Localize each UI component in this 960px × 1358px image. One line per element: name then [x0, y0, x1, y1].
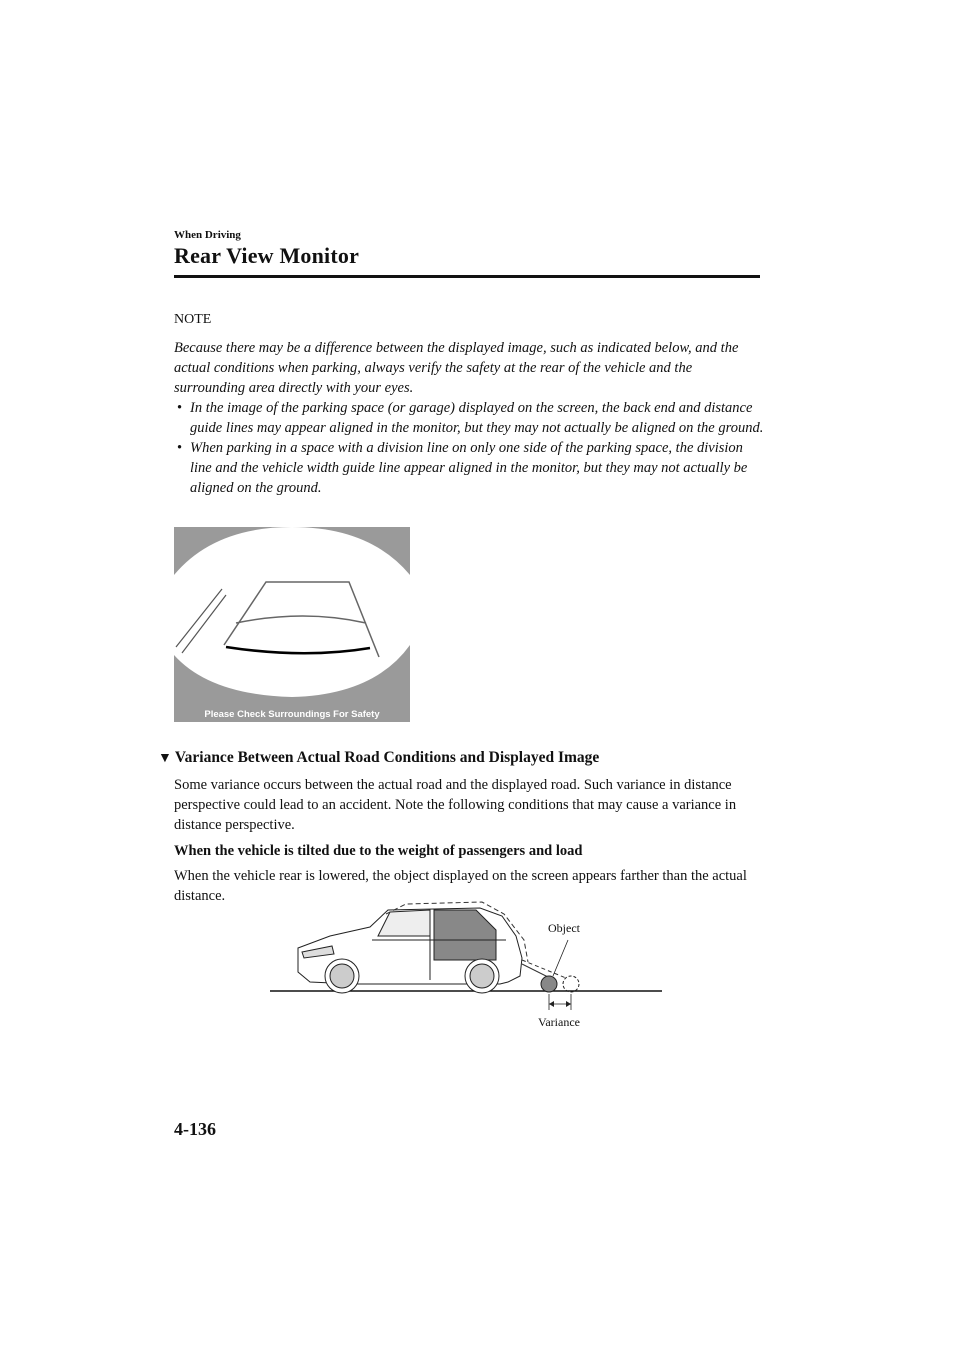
note-heading: NOTE	[174, 312, 212, 327]
object-leader-line	[553, 940, 568, 976]
note-body: Because there may be a difference between the displayed image, such as indicated below, and the actual conditions when parking, always verify the safety at the rear of the vehicle and the surrounding area directly with your eyes.	[174, 340, 739, 396]
variance-arrow-left-icon	[549, 1001, 554, 1007]
variance-label: Variance	[538, 1015, 580, 1029]
object-displayed	[563, 976, 579, 992]
list-item	[174, 398, 764, 438]
subparagraph: When the vehicle rear is lowered, the object displayed on the screen appears farther than the actual distance.	[174, 868, 747, 904]
title-divider	[174, 275, 760, 278]
bullet-text: In the image of the parking space (or garage) displayed on the screen, the back end and distance guide lines may appear aligned in the monitor, but they may not actually be aligned on the ground.	[190, 400, 764, 436]
bullet-glyph: •	[177, 440, 183, 456]
section-paragraph: Some variance occurs between the actual road and the displayed road. Such variance in distance perspective could lead to an accident. Note the following conditions that may cause a variance in distance perspective.	[174, 777, 737, 833]
triangle-marker-icon: ▼	[158, 751, 172, 766]
section-label: When Driving	[174, 229, 241, 241]
note-bullet-list	[174, 398, 764, 498]
monitor-caption: Please Check Surroundings For Safety	[204, 709, 380, 720]
subheading: When the vehicle is tilted due to the weight of passengers and load	[174, 843, 583, 859]
variance-arrow-right-icon	[566, 1001, 571, 1007]
page-title: Rear View Monitor	[174, 243, 360, 268]
section-heading	[158, 749, 599, 767]
rear-view-monitor-illustration	[174, 527, 410, 722]
car-illustration	[298, 908, 522, 993]
object-actual	[541, 976, 557, 992]
vehicle-tilt-figure	[270, 900, 662, 1040]
page-number: 4-136	[174, 1119, 216, 1139]
bullet-glyph: •	[177, 400, 183, 416]
monitor-screen	[174, 527, 410, 697]
object-label: Object	[548, 921, 580, 935]
bullet-text: When parking in a space with a division line on only one side of the parking space, the division line and the vehicle width guide line appear aligned in the monitor, but they may not actually be aligned on the ground.	[190, 440, 748, 496]
list-item	[174, 438, 764, 498]
section-heading-text: Variance Between Actual Road Conditions and Displayed Image	[174, 749, 600, 766]
